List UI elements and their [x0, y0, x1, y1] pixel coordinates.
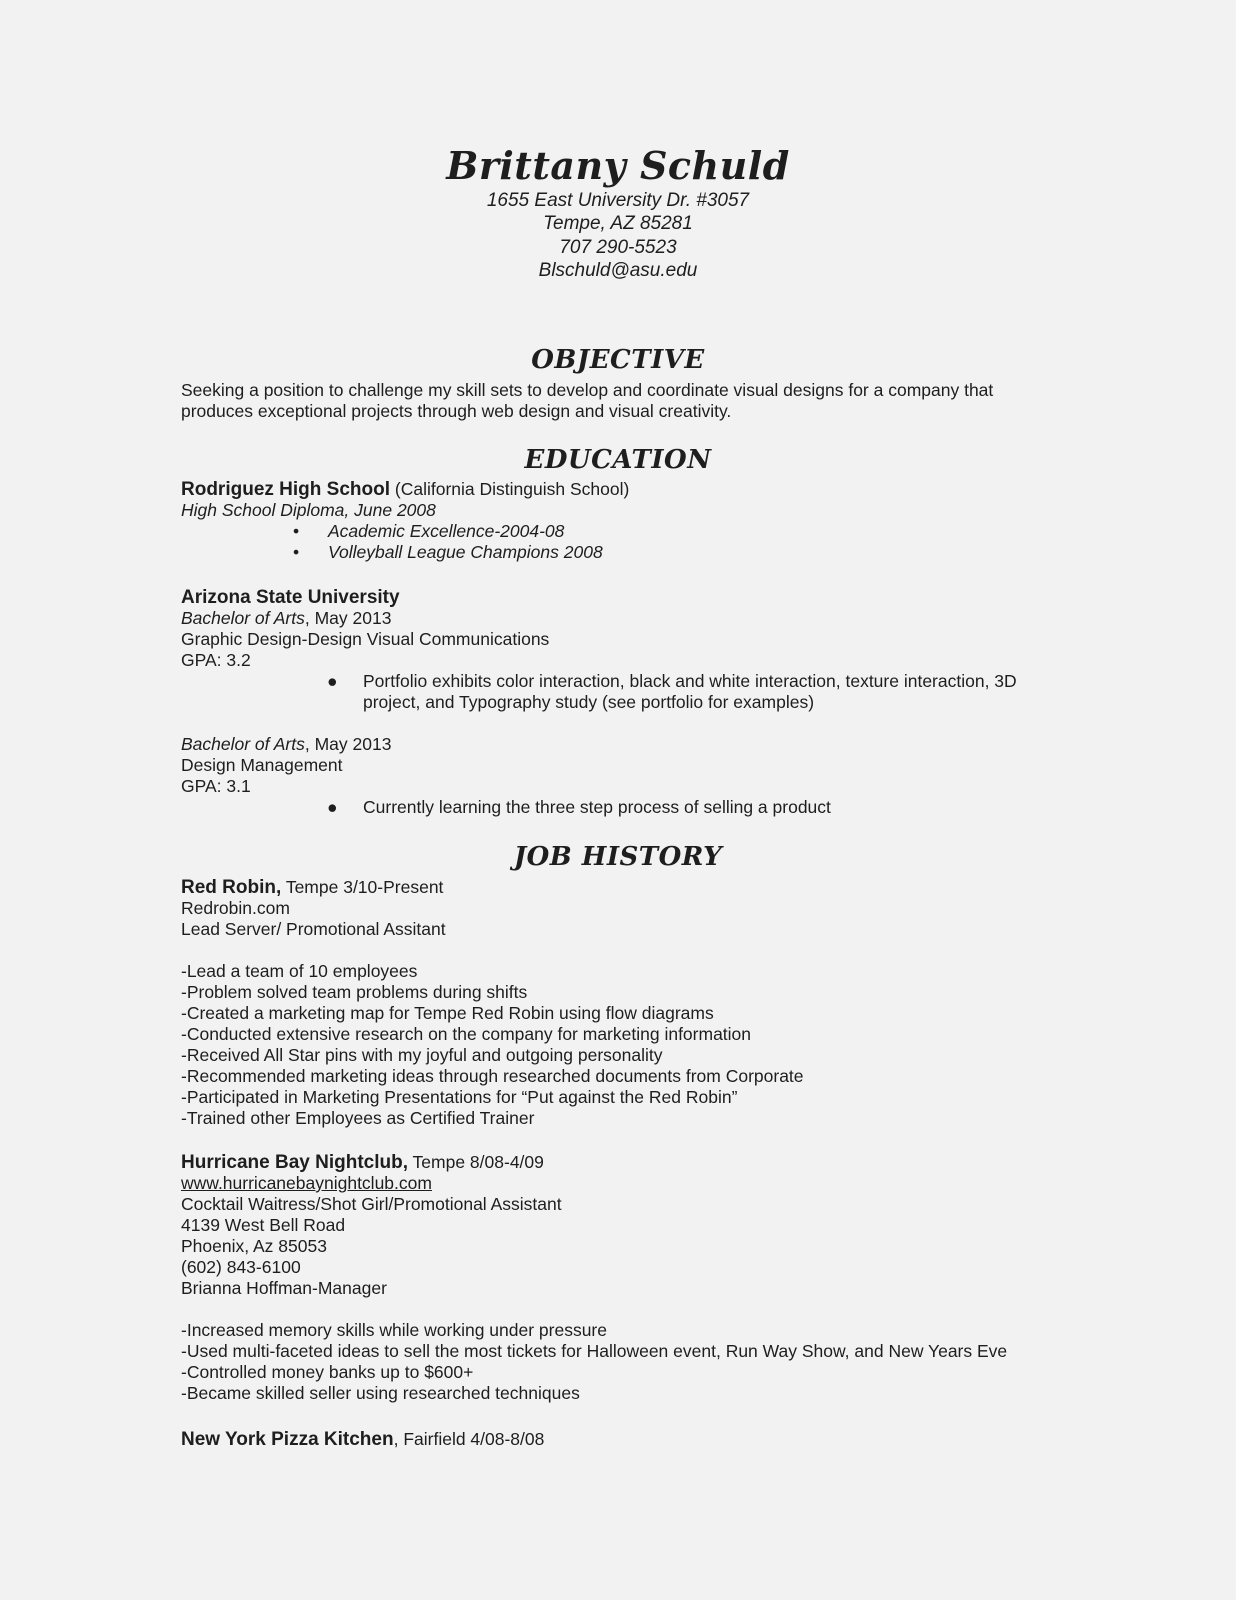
address-line-1: 1655 East University Dr. #3057: [486, 190, 750, 211]
applicant-name: Brittany Schuld: [446, 143, 790, 188]
job-2-city: Phoenix, Az 85053: [181, 1236, 327, 1256]
bullet-icon: ●: [327, 797, 338, 817]
job-1-duty: -Trained other Employees as Certified Trainer: [181, 1108, 535, 1128]
degree-1-line: [181, 608, 1061, 629]
job-1-website: Redrobin.com: [181, 898, 290, 918]
job-1-employer: Red Robin,: [181, 877, 282, 898]
job-2-employer: Hurricane Bay Nightclub,: [181, 1152, 408, 1173]
university-block: [181, 587, 1061, 818]
job-2-website-link[interactable]: www.hurricanebaynightclub.com: [181, 1173, 432, 1193]
job-1-duty: -Lead a team of 10 employees: [181, 961, 418, 981]
job-2-duty: -Used multi-faceted ideas to sell the most tickets for Halloween event, Run Way Show, and New Years Eve: [181, 1341, 1008, 1361]
degree-2-title: Bachelor of Arts: [181, 734, 305, 754]
job-2-duty: -Controlled money banks up to $600+: [181, 1362, 474, 1382]
job-1-duty: -Participated in Marketing Presentations for “Put against the Red Robin”: [181, 1087, 738, 1107]
degree-2-gpa: GPA: 3.1: [181, 776, 251, 796]
job-2-address: 4139 West Bell Road: [181, 1215, 346, 1235]
degree-2-major: Design Management: [181, 755, 343, 775]
degree-2-line: [181, 734, 1061, 755]
job-1-role: Lead Server/ Promotional Assitant: [181, 919, 446, 939]
email-address: Blschuld@asu.edu: [538, 259, 698, 281]
job-2-place-dates: Tempe 8/08-4/09: [408, 1152, 544, 1172]
high-school-block: [181, 479, 1061, 563]
degree-2-date: , May 2013: [304, 734, 392, 754]
job-red-robin: [181, 877, 1061, 1129]
job-1-title-line: [181, 877, 1061, 898]
job-2-role: Cocktail Waitress/Shot Girl/Promotional Assistant: [181, 1194, 562, 1214]
job-3-title-line: [181, 1429, 1061, 1450]
job-new-york-pizza: [181, 1429, 1061, 1450]
job-3-place-dates: , Fairfield 4/08-8/08: [393, 1429, 545, 1449]
list-item: [181, 797, 1061, 818]
bullet-icon: •: [293, 521, 300, 541]
bullet-icon: ●: [327, 671, 338, 691]
job-3-employer: New York Pizza Kitchen: [181, 1429, 394, 1450]
objective-line-2: produces exceptional projects through web design and visual creativity.: [181, 401, 732, 421]
high-school-bullet-2: Volleyball League Champions 2008: [328, 542, 603, 562]
job-1-duty: -Received All Star pins with my joyful and outgoing personality: [181, 1045, 663, 1065]
high-school-line: [181, 479, 1061, 500]
degree-1-title: Bachelor of Arts: [181, 608, 305, 628]
bullet-icon: •: [293, 542, 300, 562]
education-heading: EDUCATION: [524, 445, 712, 475]
high-school-diploma: High School Diploma, June 2008: [181, 500, 436, 520]
list-item: [181, 671, 1061, 713]
degree-1-bullet: Portfolio exhibits color interaction, black and white interaction, texture interaction, 3D project, and Typography study (see portfolio for examples): [363, 671, 1017, 712]
job-2-duty: -Became skilled seller using researched techniques: [181, 1383, 580, 1403]
job-1-place-dates: Tempe 3/10-Present: [281, 877, 444, 897]
phone-number: 707 290-5523: [559, 236, 677, 258]
list-item: [181, 521, 1061, 542]
high-school-bullet-1: Academic Excellence-2004-08: [328, 521, 565, 541]
job-hurricane-bay: [181, 1152, 1061, 1404]
degree-1-date: , May 2013: [304, 608, 392, 628]
job-2-duty: -Increased memory skills while working under pressure: [181, 1320, 607, 1340]
objective-heading: OBJECTIVE: [531, 345, 705, 375]
address-line-2: Tempe, AZ 85281: [543, 213, 693, 235]
job-history-heading: JOB HISTORY: [513, 842, 723, 872]
job-2-manager: Brianna Hoffman-Manager: [181, 1278, 387, 1298]
job-1-duty: -Recommended marketing ideas through researched documents from Corporate: [181, 1066, 804, 1086]
degree-2-bullet: Currently learning the three step process of selling a product: [363, 797, 831, 817]
objective-text: [181, 380, 1061, 422]
job-2-title-line: [181, 1152, 1061, 1173]
high-school-note: (California Distinguish School): [394, 479, 630, 499]
resume-header: [0, 143, 1236, 282]
job-1-duty: -Problem solved team problems during shifts: [181, 982, 528, 1002]
degree-1-major: Graphic Design-Design Visual Communications: [181, 629, 550, 649]
high-school-name: Rodriguez High School: [181, 479, 390, 500]
degree-1-gpa: GPA: 3.2: [181, 650, 251, 670]
job-1-duty: -Conducted extensive research on the company for marketing information: [181, 1024, 752, 1044]
university-name: Arizona State University: [181, 587, 400, 608]
job-1-duty: -Created a marketing map for Tempe Red Robin using flow diagrams: [181, 1003, 714, 1023]
job-2-phone: (602) 843-6100: [181, 1257, 301, 1277]
list-item: [181, 542, 1061, 563]
objective-line-1: Seeking a position to challenge my skill sets to develop and coordinate visual designs for a company that: [181, 380, 994, 400]
